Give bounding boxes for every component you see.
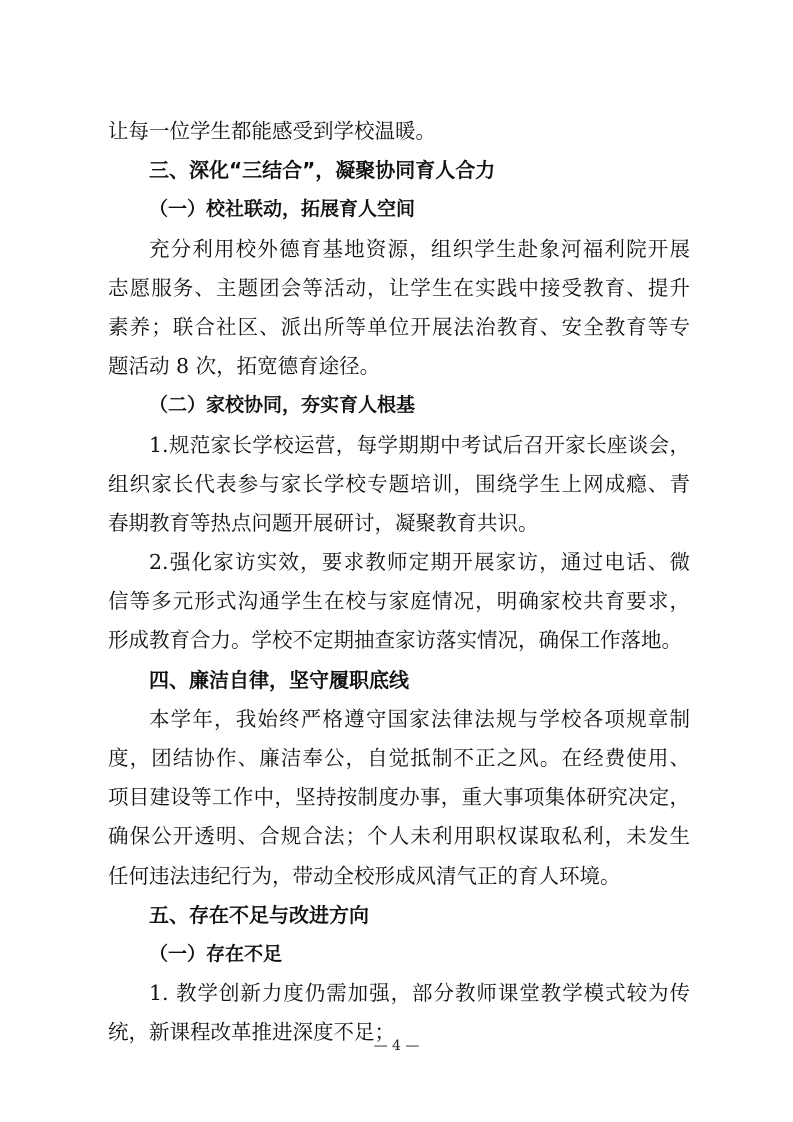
text-line: 组织家长代表参与家长学校专题培训，围绕学生上网成瘾、青 (108, 471, 690, 496)
paragraph (108, 112, 690, 151)
text-line: 任何违法违纪行为，带动全校形成风清气正的育人环境。 (108, 863, 621, 888)
section-heading (108, 896, 690, 935)
text-line: 统，新课程改革推进深度不足； (108, 1020, 395, 1045)
text-line: 春期教育等热点问题开展研讨，凝聚教育共识。 (108, 510, 539, 535)
text-line: （二）家校协同，夯实育人根基 (149, 394, 416, 417)
text-line: 信等多元形式沟通学生在校与家庭情况，明确家校共育要求， (108, 589, 690, 614)
subsection-heading (108, 935, 690, 974)
text-line: 1. 教学创新力度仍需加强，部分教师课堂教学模式较为传 (149, 981, 690, 1006)
text-line: 度，团结协作、廉洁奉公，自觉抵制不正之风。在经费使用、 (108, 746, 690, 770)
page-number: — 4 — (373, 1038, 420, 1054)
text-line: （一）校社联动，拓展育人空间 (149, 198, 416, 221)
subsection-heading (108, 190, 690, 229)
text-line: 2.强化家访实效，要求教师定期开展家访，通过电话、微 (149, 550, 690, 575)
paragraph (108, 426, 690, 544)
text-line: 形成教育合力。学校不定期抽查家访落实情况，确保工作落地。 (108, 628, 682, 653)
text-line: （一）存在不足 (149, 942, 283, 965)
text-line: 充分利用校外德育基地资源，组织学生赴象河福利院开展 (149, 236, 690, 261)
text-line: 1.规范家长学校运营，每学期期中考试后召开家长座谈会， (149, 432, 690, 457)
text-line: 志愿服务、主题团会等活动，让学生在实践中接受教育、提升 (108, 275, 690, 300)
text-line: 题活动 8 次，拓宽德育途径。 (108, 354, 381, 379)
text-line: 确保公开透明、合规合法；个人未利用职权谋取私利，未发生 (108, 824, 690, 849)
section-heading (108, 151, 690, 190)
text-line: 三、深化“三结合”，凝聚协同育人合力 (149, 158, 496, 183)
section-heading (108, 661, 690, 700)
text-line: 四、廉洁自律，坚守履职底线 (149, 667, 409, 692)
subsection-heading (108, 386, 690, 425)
text-line: 素养；联合社区、派出所等单位开展法治教育、安全教育等专 (108, 314, 690, 339)
text-line: 五、存在不足与改进方向 (149, 902, 369, 927)
text-line: 让每一位学生都能感受到学校温暖。 (108, 119, 436, 143)
paragraph (108, 543, 690, 661)
paragraph (108, 230, 690, 387)
document-body (108, 112, 690, 1053)
text-line: 本学年，我始终严格遵守国家法律法规与学校各项规章制 (149, 706, 690, 731)
paragraph (108, 700, 690, 896)
text-line: 项目建设等工作中，坚持按制度办事，重大事项集体研究决定， (108, 785, 690, 810)
